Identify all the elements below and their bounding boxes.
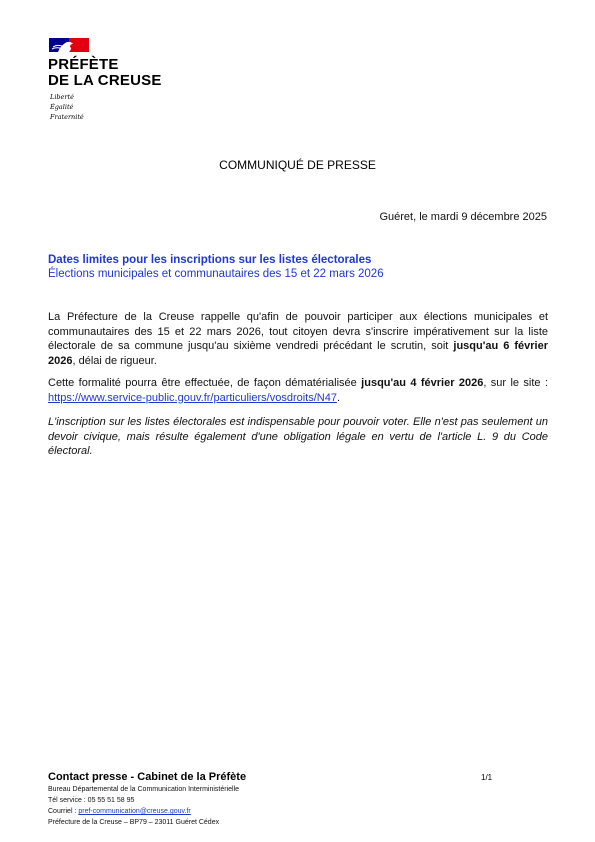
prefecture-name	[48, 57, 162, 89]
p2-text-mid: , sur le site :	[483, 377, 549, 389]
footer-address: Préfecture de la Creuse – BP79 – 23011 Guéret Cédex	[48, 819, 220, 826]
service-public-link[interactable]: https://www.service-public.gouv.fr/particuliers/vosdroits/N47	[48, 391, 337, 404]
footer-email-link[interactable]: pref-communication@creuse.gouv.fr	[78, 808, 191, 815]
republic-motto	[50, 92, 84, 122]
p2-text: Cette formalité pourra être effectuée, de façon dématérialisée	[48, 377, 362, 389]
paragraph-2	[48, 376, 548, 405]
p1-text: La Préfecture de la Creuse rappelle qu'afin de pouvoir participer aux élections municipales et communautaires des 15 et 22 mars 2026, tout citoyen devra s'inscrire impérativement sur la liste électorale de sa commune jusqu'au sixième vendredi précédant le scrutin, soit	[48, 311, 548, 352]
p1-text-end: , délai de rigueur.	[72, 354, 157, 367]
subject-line-2: Élections municipales et communautaires des 15 et 22 mars 2026	[48, 268, 384, 280]
motto-fraternite: Fraternité	[50, 113, 84, 121]
footer-email-line	[48, 806, 239, 817]
subject-line-1: Dates limites pour les inscriptions sur les listes électorales	[48, 254, 372, 266]
footer-phone: Tél service : 05 55 51 58 95	[48, 797, 135, 804]
footer-bureau: Bureau Départemental de la Communication Interministérielle	[48, 786, 240, 793]
motto-liberte: Liberté	[50, 93, 74, 101]
p2-text-end: .	[336, 391, 341, 404]
press-release-title: COMMUNIQUÉ DE PRESSE	[219, 158, 376, 172]
p2-deadline: jusqu'au 4 février 2026	[361, 377, 484, 389]
org-line-1: PRÉFÈTE	[48, 56, 119, 73]
org-line-2: DE LA CREUSE	[48, 72, 162, 89]
logo-red-band	[69, 38, 89, 52]
footer-contact-title: Contact presse - Cabinet de la Préfète	[48, 771, 247, 783]
paragraph-1	[48, 310, 548, 368]
subject-block	[48, 253, 384, 281]
paragraph-3: L'inscription sur les listes électorales est indispensable pour pouvoir voter. Elle n'est pas seulement un devoir civique, mais résulte également d'une obligation légale en vertu de l'article L. 9 du Code électoral.	[48, 416, 548, 457]
date-line: Guéret, le mardi 9 décembre 2025	[379, 211, 547, 223]
motto-egalite: Égalité	[50, 103, 74, 111]
footer-details	[48, 784, 239, 828]
footer-email-label: Courriel :	[48, 808, 79, 815]
p1-deadline: jusqu'au 6 février 2026	[48, 340, 548, 367]
marianne-logo	[49, 38, 89, 52]
page-number: 1/1	[481, 773, 493, 782]
